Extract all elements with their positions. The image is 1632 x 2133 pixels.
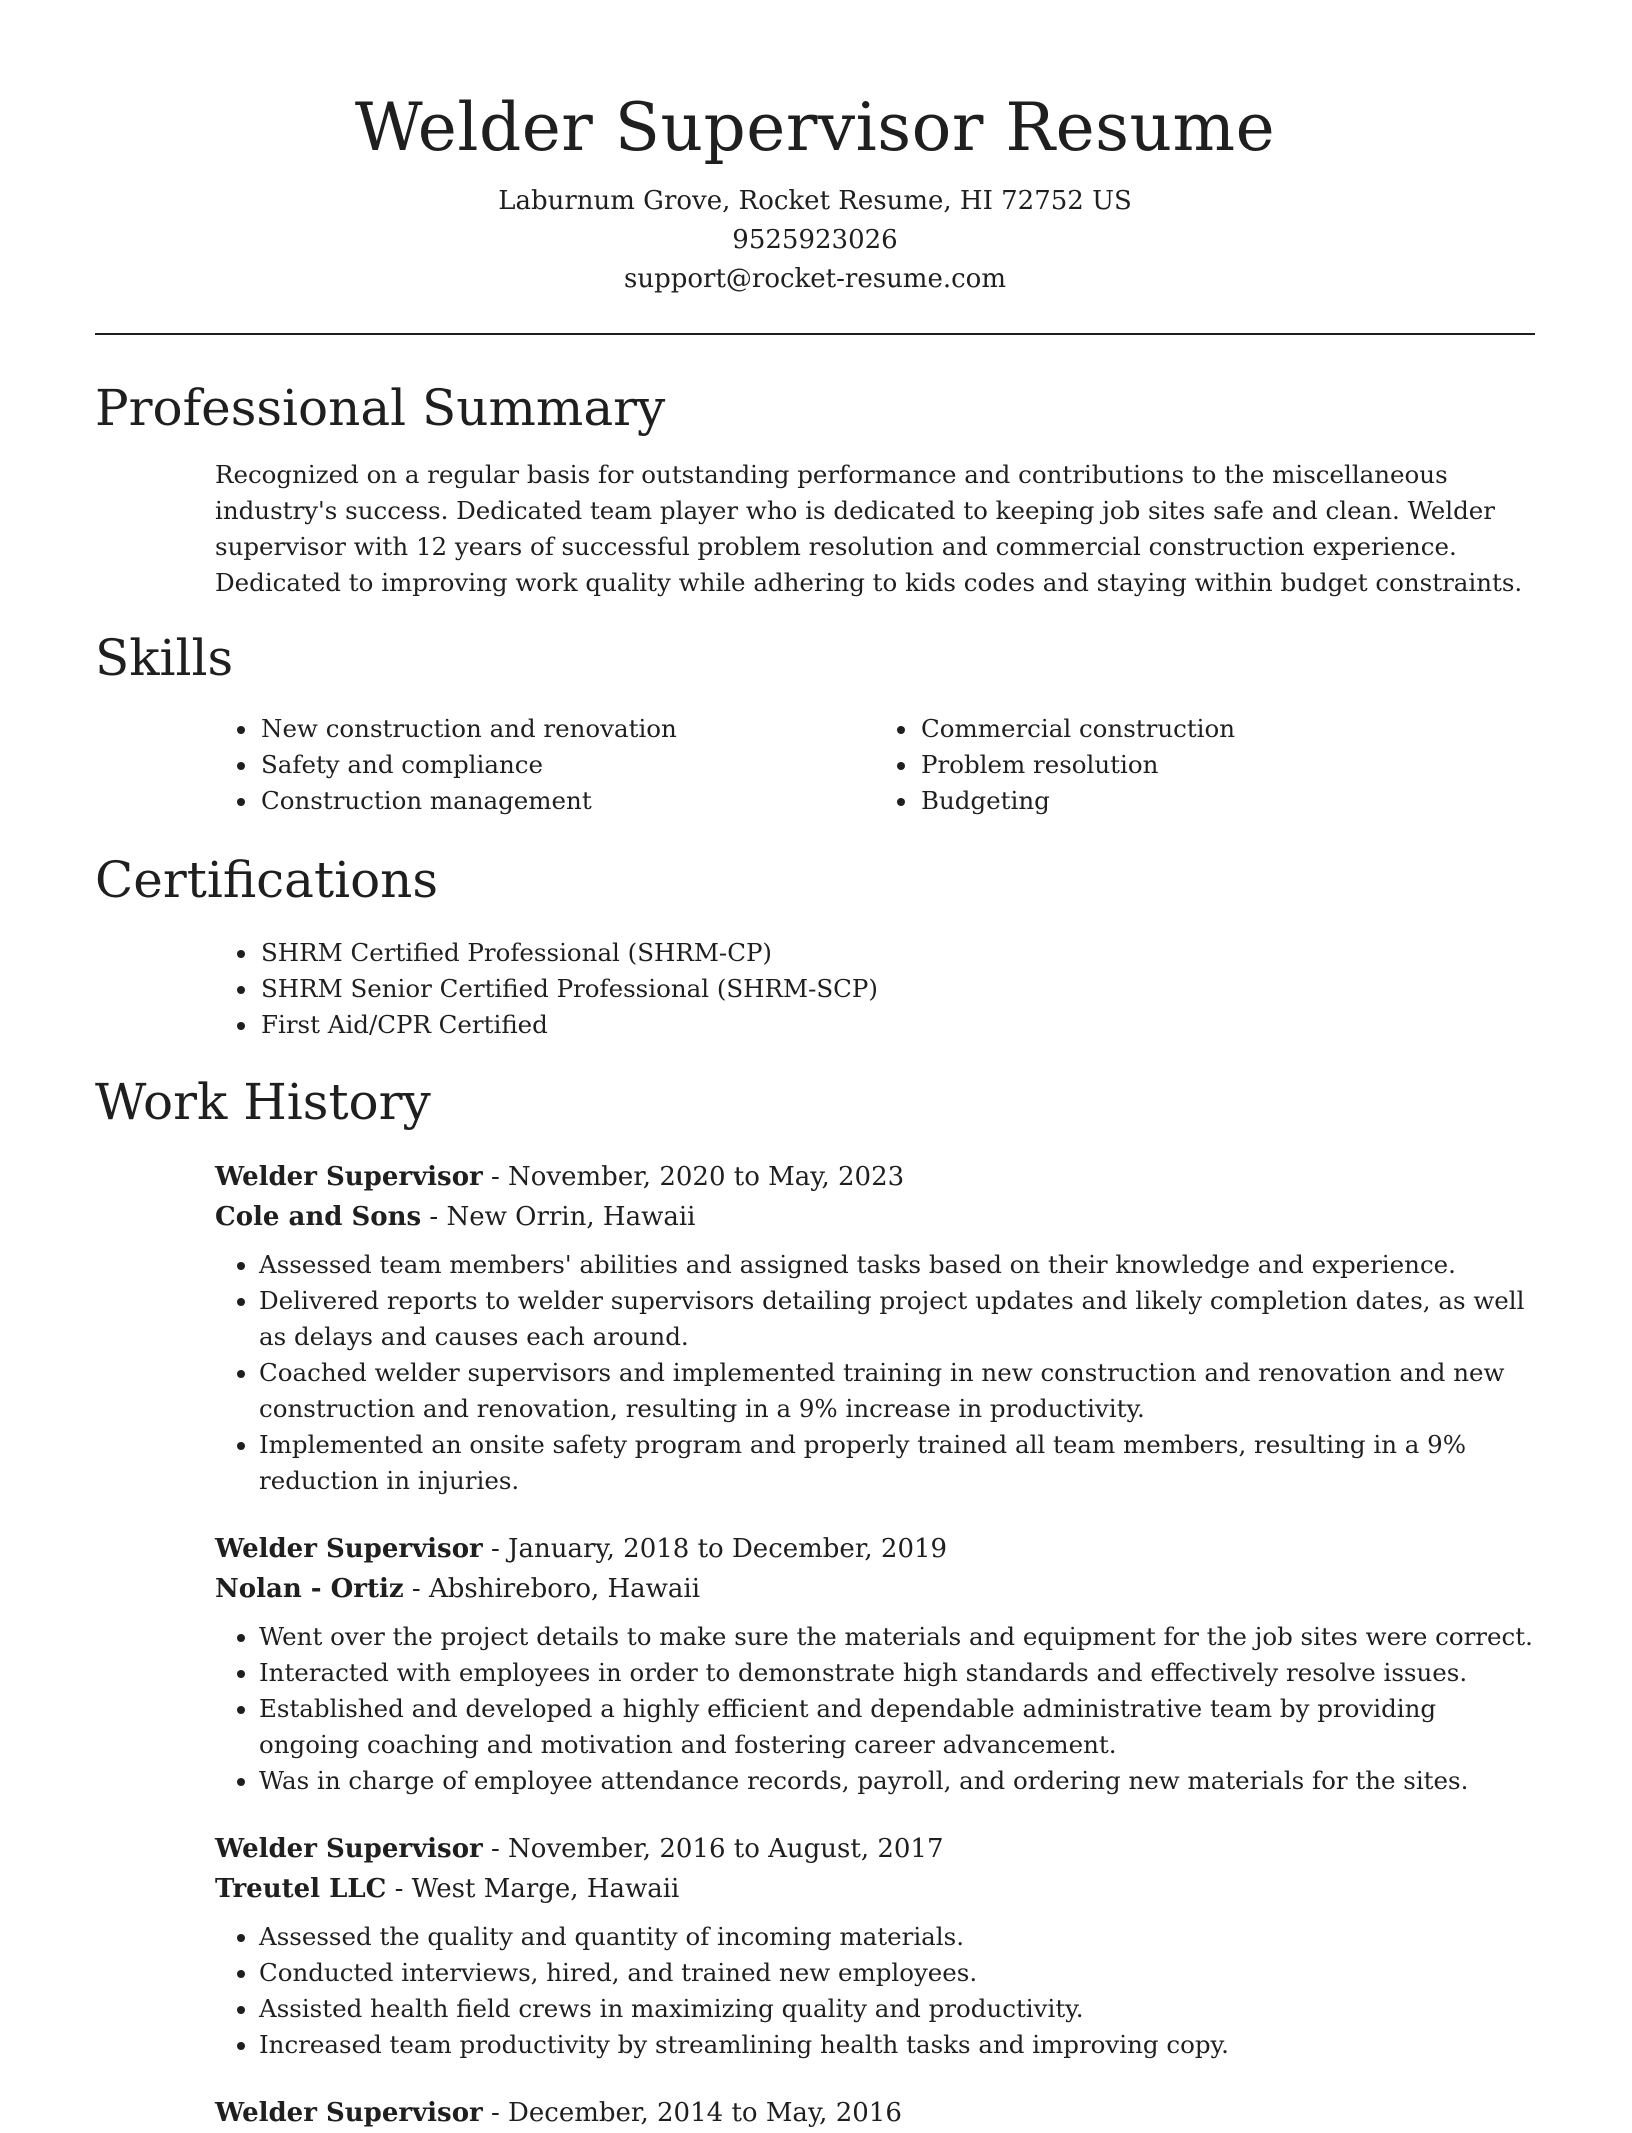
skill-item: • Commercial construction [919,711,1535,747]
job-entry [215,2093,1535,2133]
summary-heading: Professional Summary [95,379,666,437]
certification-item: • SHRM Certified Professional (SHRM-CP) [259,935,1535,971]
job-company: Cole and Sons [215,1202,422,1232]
job-bullet: • Assisted health field crews in maximizing quality and productivity. [259,1991,1535,2027]
job-bullet: • Implemented an onsite safety program and properly trained all team members, resulting in a 9% reduction in injuries. [259,1427,1535,1499]
job-company-line [215,1869,1535,1909]
job-title-line [215,2093,1535,2133]
job-company-line [215,1569,1535,1609]
skills-heading: Skills [95,629,234,687]
job-title-line [215,1829,1535,1869]
resume-page [95,0,1535,2133]
work-history-heading: Work History [95,1073,431,1131]
job-dates: - November, 2020 to May, 2023 [482,1162,905,1192]
skills-column-right [875,711,1535,819]
resume-title: Welder Supervisor Resume [354,89,1276,166]
job-bullet: • Assessed the quality and quantity of incoming materials. [259,1919,1535,1955]
skill-item: • New construction and renovation [259,711,875,747]
job-bullet: • Delivered reports to welder supervisors detailing project updates and likely completion dates, as well as delays and causes each around. [259,1283,1535,1355]
job-bullet-list [215,1247,1535,1499]
header-divider [95,333,1535,335]
skill-item: • Problem resolution [919,747,1535,783]
job-bullet: • Assessed team members' abilities and assigned tasks based on their knowledge and experience. [259,1247,1535,1283]
job-title: Welder Supervisor [215,1162,483,1192]
job-location: - West Marge, Hawaii [386,1874,680,1904]
job-entry [215,1529,1535,1799]
job-bullet: • Went over the project details to make sure the materials and equipment for the job sites were correct. [259,1619,1535,1655]
contact-email: support@rocket-resume.com [623,264,1006,294]
certification-item: • SHRM Senior Certified Professional (SHRM-SCP) [259,971,1535,1007]
certifications-heading: Certifications [95,851,439,909]
job-entry [215,1157,1535,1499]
job-bullet: • Was in charge of employee attendance records, payroll, and ordering new materials for the sites. [259,1763,1535,1799]
job-dates: - January, 2018 to December, 2019 [482,1534,948,1564]
job-bullet: • Established and developed a highly efficient and dependable administrative team by providing ongoing coaching and motivation and fostering career advancement. [259,1691,1535,1763]
skills-column-left [215,711,875,819]
job-location: - New Orrin, Hawaii [421,1202,696,1232]
job-title-line [215,1529,1535,1569]
job-bullet-list [215,1919,1535,2063]
job-title: Welder Supervisor [215,1834,483,1864]
contact-block [95,182,1535,299]
skills-list [215,711,1535,819]
job-company: Nolan - Ortiz [215,1574,404,1604]
summary-text: Recognized on a regular basis for outstanding performance and contributions to the miscellaneous industry's success. Dedicated team player who is dedicated to keeping job sites safe and clean. Welder supervisor with 12 years of successful problem resolution and commercial construction experience. Dedicated to improving work quality while adhering to kids codes and staying within budget constraints. [215,460,1523,597]
skill-item: • Construction management [259,783,875,819]
job-bullet: • Interacted with employees in order to demonstrate high standards and effectively resolve issues. [259,1655,1535,1691]
certification-item: • First Aid/CPR Certified [259,1007,1535,1043]
certifications-list [215,935,1535,1043]
job-dates: - November, 2016 to August, 2017 [482,1834,944,1864]
job-bullet: • Conducted interviews, hired, and trained new employees. [259,1955,1535,1991]
job-company-line [215,1197,1535,1237]
contact-address: Laburnum Grove, Rocket Resume, HI 72752 US [498,186,1132,216]
job-title: Welder Supervisor [215,1534,483,1564]
job-title: Welder Supervisor [215,2098,483,2128]
job-dates: - December, 2014 to May, 2016 [482,2098,902,2128]
job-bullet: • Increased team productivity by streamlining health tasks and improving copy. [259,2027,1535,2063]
skill-item: • Budgeting [919,783,1535,819]
job-entry [215,1829,1535,2063]
job-location: - Abshireboro, Hawaii [403,1574,701,1604]
skill-item: • Safety and compliance [259,747,875,783]
job-bullet-list [215,1619,1535,1799]
job-company: Treutel LLC [215,1874,387,1904]
job-title-line [215,1157,1535,1197]
contact-phone: 9525923026 [732,225,898,255]
job-bullet: • Coached welder supervisors and implemented training in new construction and renovation and new construction and renovation, resulting in a 9% increase in productivity. [259,1355,1535,1427]
